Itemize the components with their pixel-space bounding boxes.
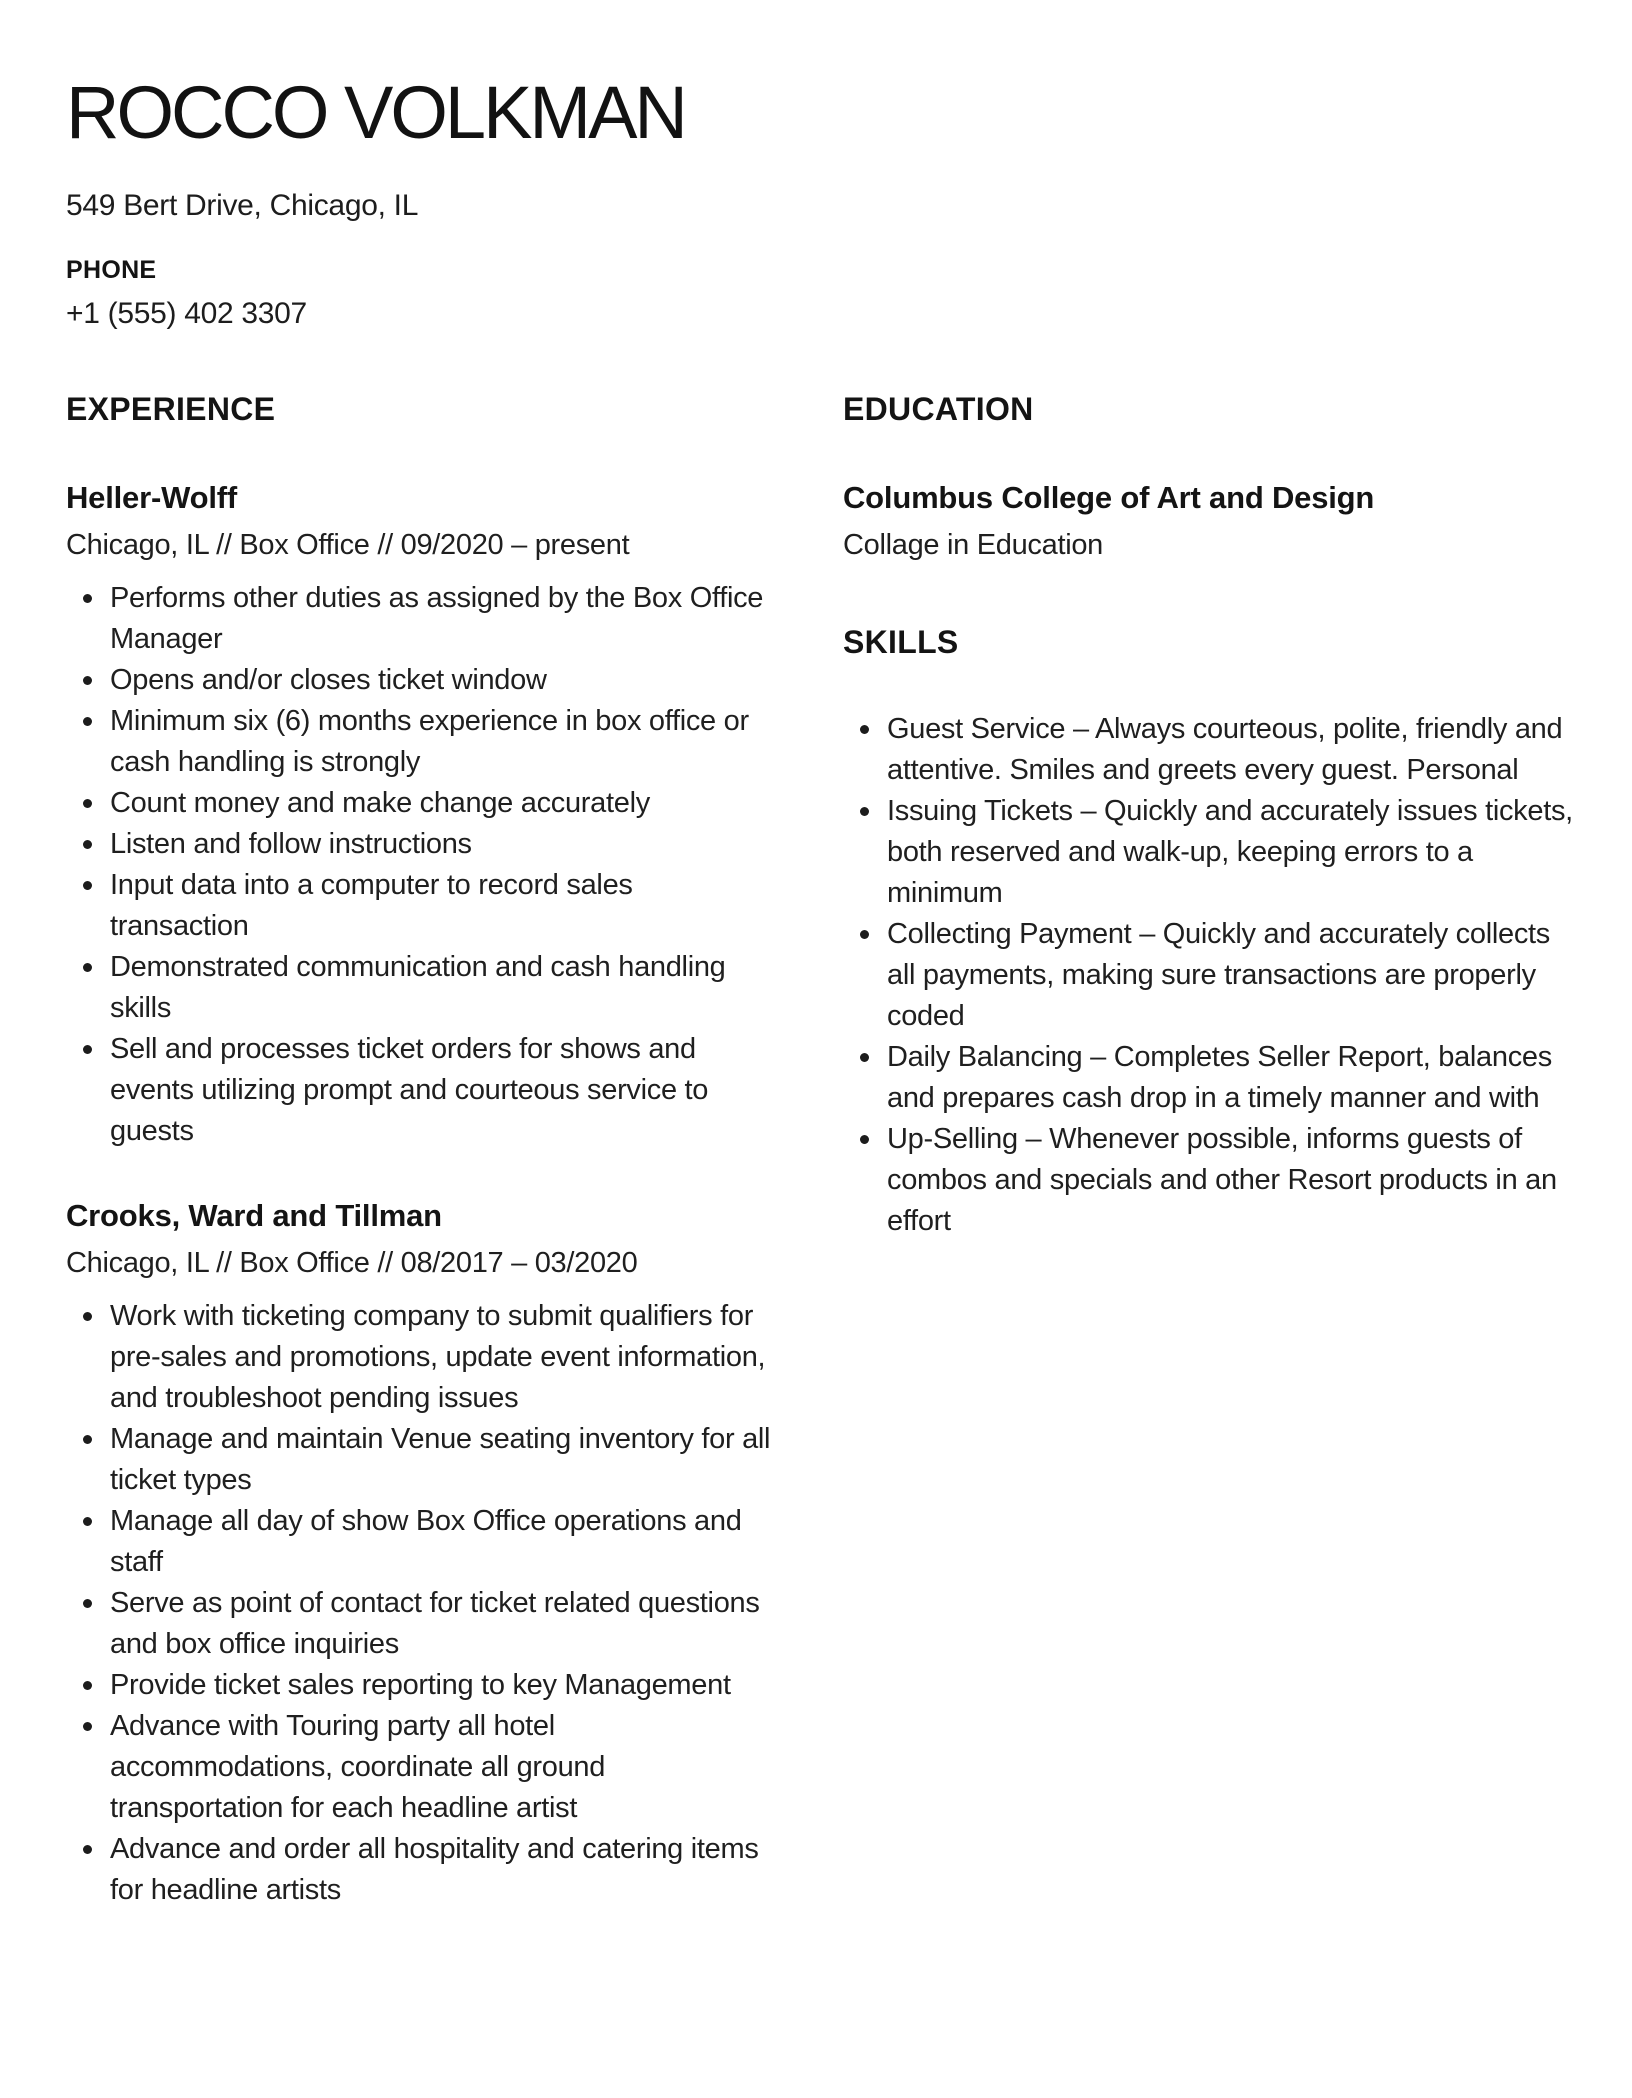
job-crooks-ward-tillman [66, 1198, 772, 1911]
bullet-item [110, 1665, 772, 1706]
bullet-dot-icon [83, 799, 92, 808]
bullet-item [110, 1706, 772, 1829]
bullet-text: Work with ticketing company to submit qualifiers for pre-sales and promotions, update event information, and troubleshoot pending issues [110, 1300, 766, 1415]
bullet-text: Manage and maintain Venue seating inventory for all ticket types [110, 1423, 771, 1497]
bullet-item [110, 1029, 772, 1152]
bullet-text: Advance with Touring party all hotel accommodations, coordinate all ground transportation for each headline artist [110, 1710, 606, 1825]
bullet-dot-icon [83, 594, 92, 603]
job-bullet-list [66, 578, 772, 1152]
bullet-dot-icon [83, 676, 92, 685]
bullet-text: Advance and order all hospitality and catering items for headline artists [110, 1833, 759, 1907]
bullet-item [110, 660, 772, 701]
job-heller-wolff [66, 480, 772, 1152]
bullet-item [110, 865, 772, 947]
bullet-dot-icon [83, 1045, 92, 1054]
skill-text: Up-Selling – Whenever possible, informs guests of combos and specials and other Resort products in an effort [887, 1123, 1557, 1238]
address: 549 Bert Drive, Chicago, IL [66, 189, 419, 223]
phone-value: +1 (555) 402 3307 [66, 297, 307, 331]
education-section [843, 391, 1583, 562]
degree: Collage in Education [843, 529, 1104, 562]
bullet-dot-icon [83, 963, 92, 972]
bullet-dot-icon [83, 1435, 92, 1444]
bullet-dot-icon [83, 1722, 92, 1731]
bullet-dot-icon [860, 930, 869, 939]
bullet-dot-icon [83, 1312, 92, 1321]
bullet-dot-icon [860, 1053, 869, 1062]
bullet-dot-icon [83, 1681, 92, 1690]
resume-header [66, 72, 1566, 331]
company-name: Crooks, Ward and Tillman [66, 1198, 442, 1234]
bullet-text: Input data into a computer to record sales transaction [110, 869, 633, 943]
skill-text: Guest Service – Always courteous, polite, friendly and attentive. Smiles and greets every guest. Personal [887, 713, 1563, 787]
job-meta: Chicago, IL // Box Office // 08/2017 – 03/2020 [66, 1247, 638, 1280]
bullet-item [110, 701, 772, 783]
bullet-item [110, 1296, 772, 1419]
bullet-text: Count money and make change accurately [110, 787, 650, 820]
job-meta: Chicago, IL // Box Office // 09/2020 – present [66, 529, 630, 562]
bullet-text: Listen and follow instructions [110, 828, 472, 861]
bullet-item [110, 1419, 772, 1501]
bullet-text: Minimum six (6) months experience in box office or cash handling is strongly [110, 705, 749, 779]
bullet-text: Serve as point of contact for ticket related questions and box office inquiries [110, 1587, 760, 1661]
candidate-name: ROCCO VOLKMAN [66, 71, 685, 154]
phone-label: PHONE [66, 256, 157, 285]
bullet-dot-icon [860, 725, 869, 734]
bullet-dot-icon [83, 881, 92, 890]
content-columns [66, 391, 1573, 1911]
skill-text: Issuing Tickets – Quickly and accurately issues tickets, both reserved and walk-up, keeping errors to a minimum [887, 795, 1573, 910]
skill-item [887, 791, 1583, 914]
bullet-dot-icon [83, 1599, 92, 1608]
bullet-dot-icon [83, 717, 92, 726]
bullet-item [110, 1583, 772, 1665]
skill-item [887, 1037, 1583, 1119]
school-name: Columbus College of Art and Design [843, 480, 1375, 516]
skill-item [887, 709, 1583, 791]
skills-section [843, 624, 1583, 1242]
bullet-dot-icon [860, 1135, 869, 1144]
bullet-text: Performs other duties as assigned by the Box Office Manager [110, 582, 764, 656]
bullet-item [110, 824, 772, 865]
skill-text: Collecting Payment – Quickly and accurately collects all payments, making sure transactions are properly coded [887, 918, 1550, 1033]
bullet-item [110, 1501, 772, 1583]
bullet-text: Provide ticket sales reporting to key Management [110, 1669, 731, 1702]
company-name: Heller-Wolff [66, 480, 237, 516]
bullet-item [110, 1829, 772, 1911]
bullet-item [110, 578, 772, 660]
bullet-item [110, 783, 772, 824]
bullet-dot-icon [860, 807, 869, 816]
skill-item [887, 914, 1583, 1037]
education-entry [843, 480, 1583, 562]
job-bullet-list [66, 1296, 772, 1911]
bullet-text: Manage all day of show Box Office operations and staff [110, 1505, 742, 1579]
bullet-dot-icon [83, 840, 92, 849]
bullet-dot-icon [83, 1845, 92, 1854]
skill-item [887, 1119, 1583, 1242]
bullet-text: Demonstrated communication and cash handling skills [110, 951, 726, 1025]
education-title: EDUCATION [843, 391, 1034, 428]
skill-text: Daily Balancing – Completes Seller Report, balances and prepares cash drop in a timely manner and with [887, 1041, 1552, 1115]
experience-section [66, 391, 772, 1911]
bullet-text: Opens and/or closes ticket window [110, 664, 547, 697]
experience-title: EXPERIENCE [66, 391, 276, 428]
bullet-dot-icon [83, 1517, 92, 1526]
skills-list [843, 709, 1583, 1242]
bullet-item [110, 947, 772, 1029]
right-column [843, 391, 1583, 1242]
bullet-text: Sell and processes ticket orders for shows and events utilizing prompt and courteous service to guests [110, 1033, 709, 1148]
skills-title: SKILLS [843, 624, 959, 661]
